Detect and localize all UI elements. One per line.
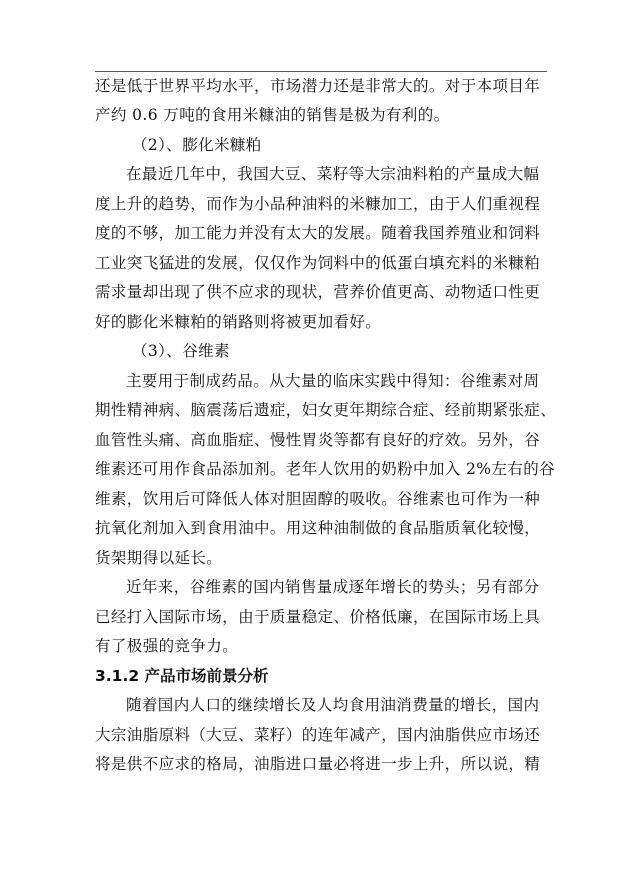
paragraph-first-line: 近年来，谷维素的国内销售量成逐年增长的势头；另有部分: [126, 578, 540, 596]
section-subheading: （2）、膨化米糠粕: [132, 136, 262, 154]
text-line: 产约 0.6 万吨的食用米糠油的销售是极为有利的。: [95, 106, 450, 124]
text-line: 已经打入国际市场，由于质量稳定、价格低廉，在国际市场上具: [95, 608, 541, 626]
text-line: 好的膨化米糠粕的销路则将被更加看好。: [95, 313, 382, 331]
paragraph-first-line: 主要用于制成药品。从大量的临床实践中得知：谷维素对周: [126, 372, 540, 390]
section-heading: 3.1.2 产品市场前景分析: [95, 667, 269, 685]
text-line: 货架期得以延长。: [95, 549, 223, 567]
text-line: 需求量却出现了供不应求的现状，营养价值更高、动物适口性更: [95, 283, 541, 301]
paragraph-first-line: 随着国内人口的继续增长及人均食用油消费量的增长，国内: [126, 696, 540, 714]
paragraph-first-line: 在最近几年中，我国大豆、菜籽等大宗油料粕的产量成大幅: [126, 165, 540, 183]
text-line: 大宗油脂原料（大豆、菜籽）的连年减产，国内油脂供应市场还: [95, 726, 541, 744]
text-line: 维素，饮用后可降低人体对胆固醇的吸收。谷维素也可作为一种: [95, 490, 541, 508]
text-line: 期性精神病、脑震荡后遗症，妇女更年期综合症、经前期紧张症、: [95, 401, 557, 419]
section-subheading: （3）、谷维素: [132, 342, 230, 360]
header-rule: [95, 71, 547, 72]
text-line: 度的不够，加工能力并没有太大的发展。随着我国养殖业和饲料: [95, 224, 541, 242]
text-line: 血管性头痛、高血脂症、慢性胃炎等都有良好的疗效。另外，谷: [95, 431, 541, 449]
text-line: 还是低于世界平均水平，市场潜力还是非常大的。对于本项目年: [95, 77, 541, 95]
text-line: 有了极强的竞争力。: [95, 637, 239, 655]
text-line: 抗氧化剂加入到食用油中。用这种油制做的食品脂质氧化较慢，: [95, 519, 541, 537]
text-line: 将是供不应求的格局，油脂进口量必将进一步上升，所以说，精: [95, 755, 541, 773]
text-line: 工业突飞猛进的发展，仅仅作为饲料中的低蛋白填充料的米糠粕: [95, 254, 541, 272]
text-line: 度上升的趋势，而作为小品种油料的米糠加工，由于人们重视程: [95, 195, 541, 213]
text-line: 维素还可用作食品添加剂。老年人饮用的奶粉中加入 2%左右的谷: [95, 460, 556, 478]
